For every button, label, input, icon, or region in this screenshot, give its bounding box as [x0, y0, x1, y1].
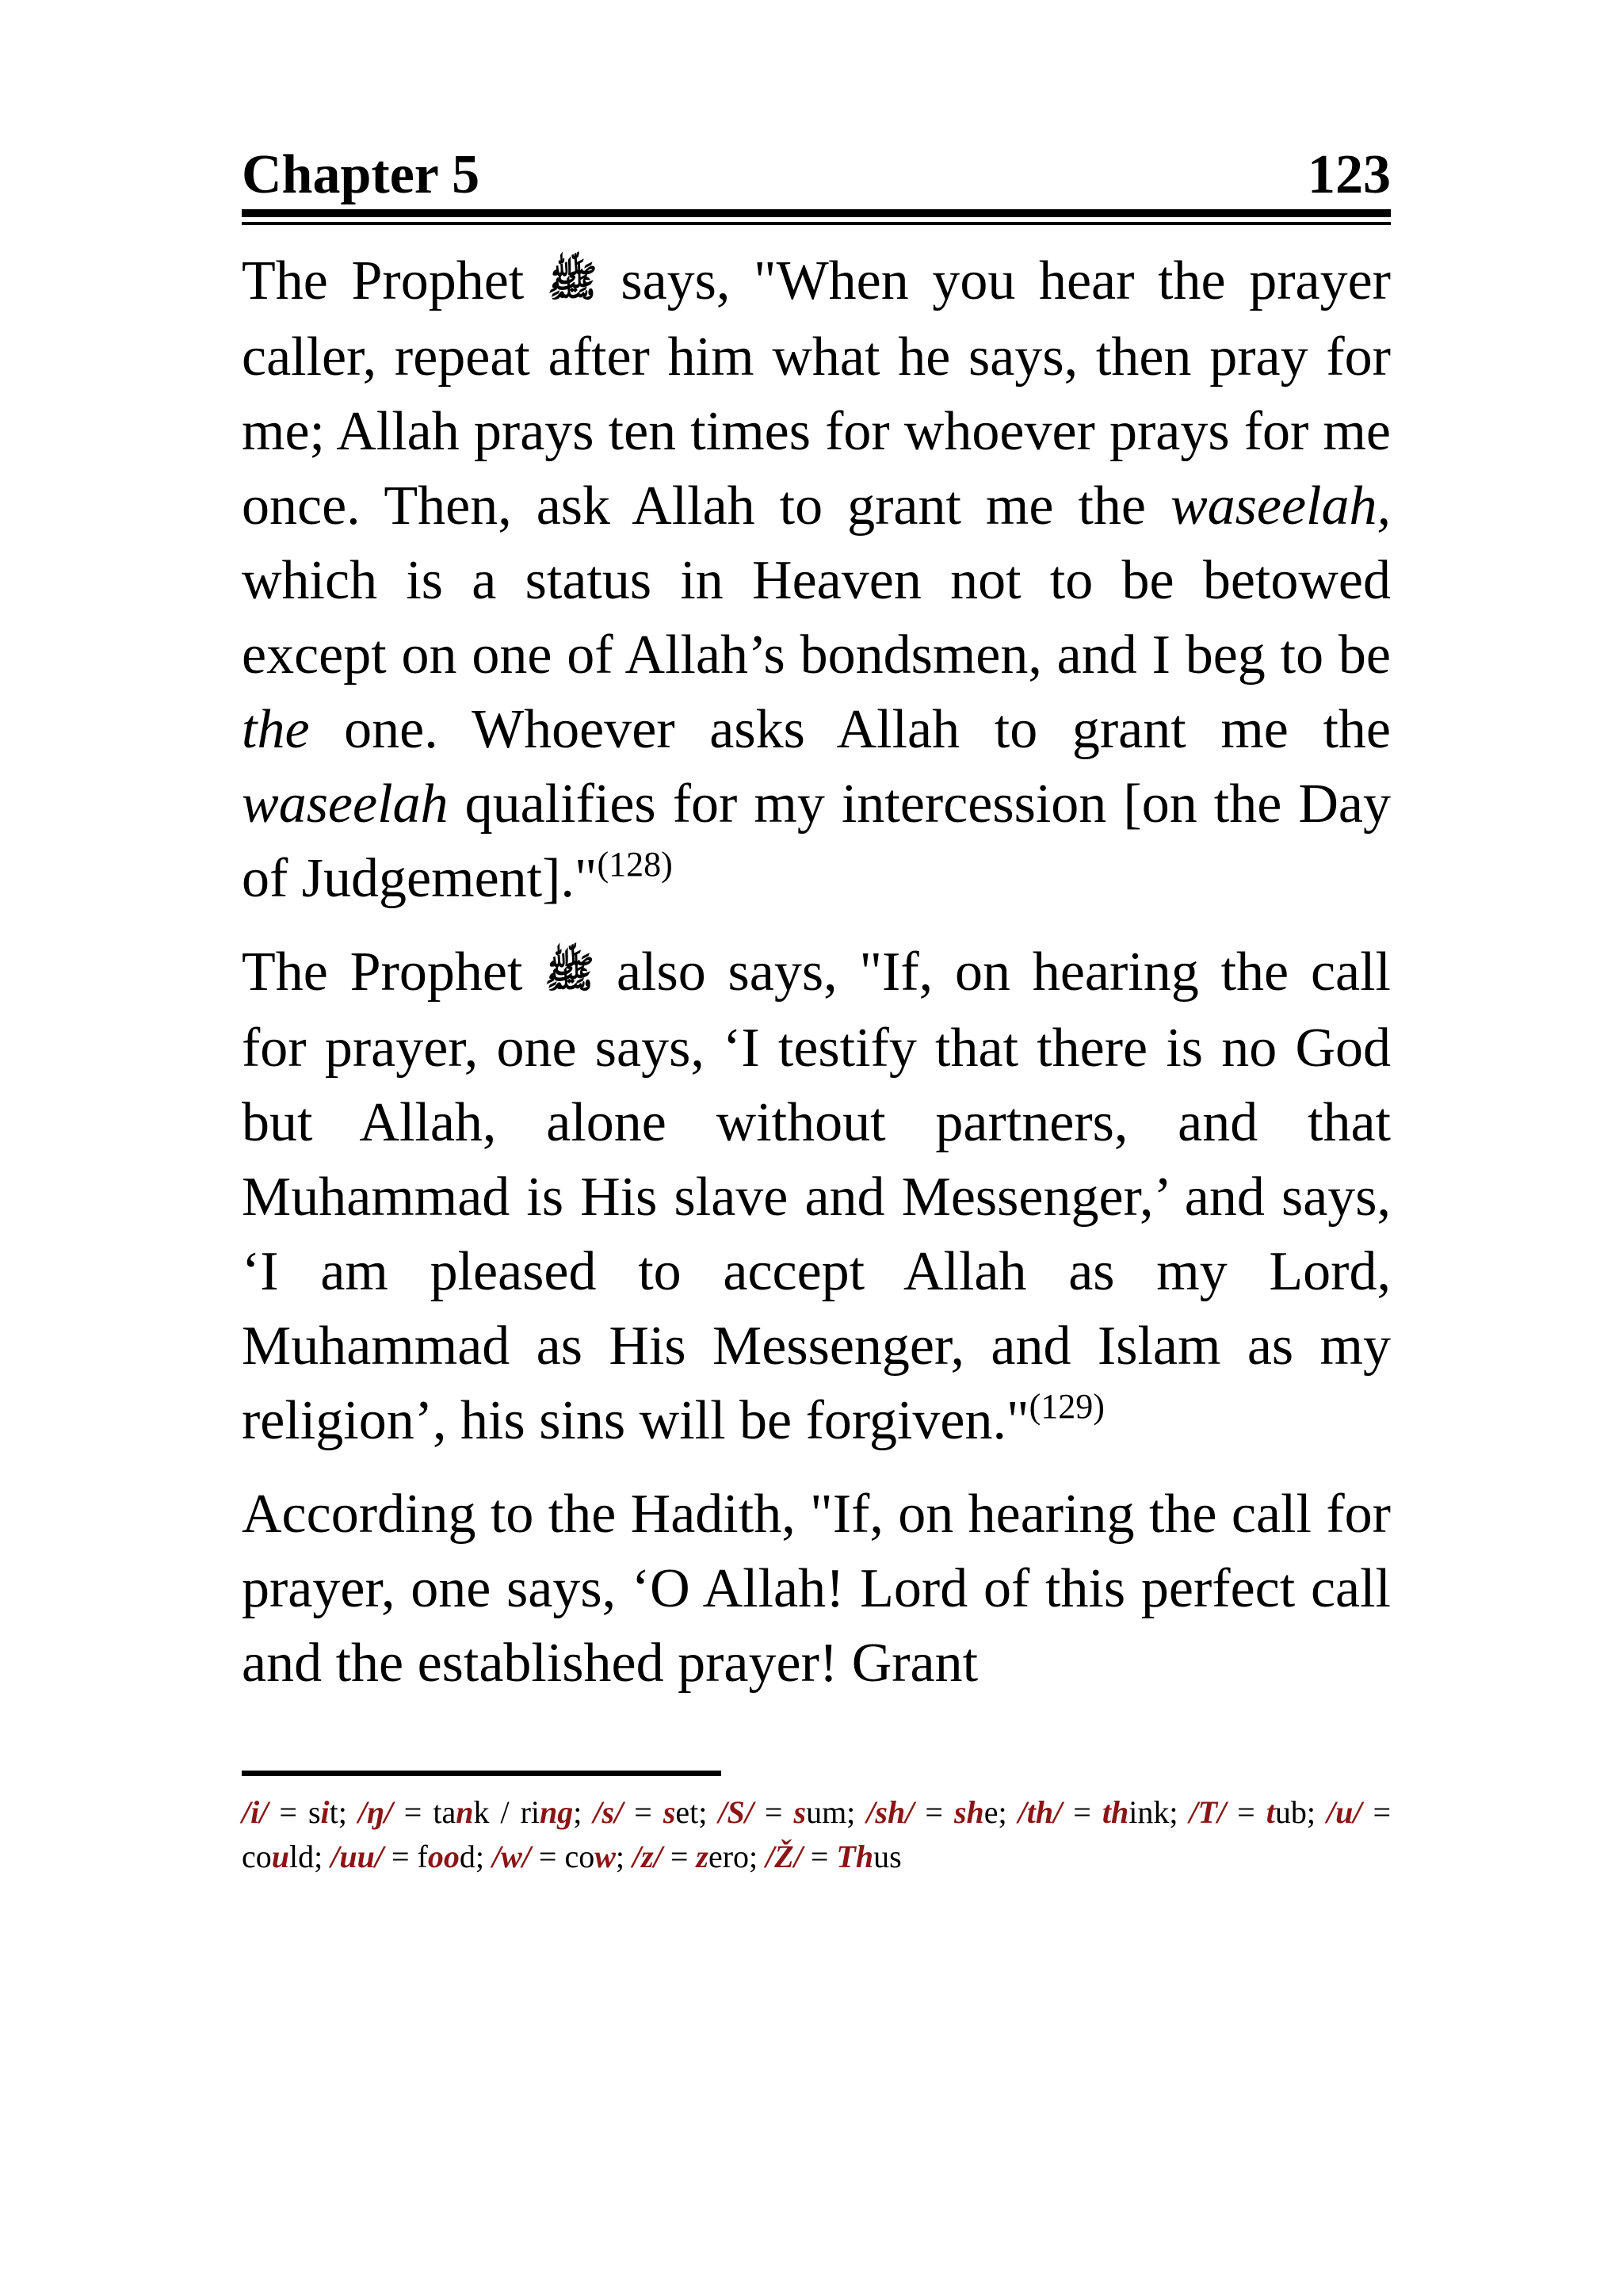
example-highlight: i: [320, 1794, 330, 1830]
footnote-reference: (129): [1029, 1387, 1105, 1426]
example-text: ink;: [1128, 1794, 1190, 1830]
phonetic-symbol: /T/: [1189, 1794, 1227, 1830]
example-text: d;: [459, 1839, 492, 1874]
example-highlight: th: [1102, 1794, 1129, 1830]
equals-sign: =: [1226, 1794, 1266, 1830]
equals-sign: =: [383, 1839, 418, 1874]
phonetic-symbol: /uu/: [330, 1839, 384, 1874]
example-highlight: Th: [836, 1839, 874, 1874]
page-body: [242, 244, 1391, 1701]
example-highlight: ng: [540, 1794, 574, 1830]
phonetic-symbol: /i/: [242, 1794, 269, 1830]
phonetic-symbol: /u/: [1326, 1794, 1362, 1830]
equals-sign: =: [662, 1839, 697, 1874]
transliteration-key: [242, 1790, 1391, 1879]
phonetic-entry: [1189, 1794, 1327, 1830]
body-paragraph: [242, 935, 1391, 1458]
example-text: ld;: [289, 1839, 331, 1874]
paragraph-text: qualifies for my intercession [on the Day of Judgement].": [242, 774, 1391, 909]
example-highlight: w: [594, 1839, 616, 1874]
header-rule-thin: [242, 222, 1391, 225]
example-text: f: [417, 1839, 428, 1874]
example-text: us: [873, 1839, 902, 1874]
example-text: s: [307, 1794, 321, 1830]
equals-sign: =: [530, 1839, 565, 1874]
equals-sign: =: [753, 1794, 794, 1830]
phonetic-symbol: /th/: [1018, 1794, 1063, 1830]
paragraph-text: According to the Hadith, "If, on hearing the call for prayer, one says, ‘O Allah! Lord of this perfect call and the established prayer! Grant: [242, 1484, 1391, 1694]
paragraph-text: which is a status in Heaven not to be betowed except on one of Allah’s bondsmen, and I beg to be: [242, 550, 1391, 686]
example-highlight: sh: [953, 1794, 984, 1830]
example-text: ;: [615, 1839, 633, 1874]
example-highlight: s: [793, 1794, 807, 1830]
phonetic-symbol: /S/: [718, 1794, 754, 1830]
equals-sign: =: [914, 1794, 954, 1830]
phonetic-entry: [330, 1839, 492, 1874]
example-text: ta: [433, 1794, 456, 1830]
paragraph-text: says, "When you hear the prayer caller, repeat after him what he says, then pray for me; Allah prays ten times for whoever prays for me once. Then, ask Allah to grant me the: [242, 250, 1391, 537]
example-highlight: u: [271, 1839, 290, 1874]
phonetic-entry: [766, 1839, 902, 1874]
footnote-divider: [242, 1771, 721, 1776]
example-text: k / ri: [473, 1794, 540, 1830]
header-rule-thick: [242, 209, 1391, 217]
honorific-glyph: ﷺ: [547, 260, 598, 305]
phonetic-symbol: /Ž/: [766, 1839, 803, 1874]
phonetic-entry: [492, 1839, 632, 1874]
body-paragraph: [242, 1477, 1391, 1701]
example-text: et;: [675, 1794, 719, 1830]
example-highlight: n: [456, 1794, 474, 1830]
example-text: t;: [329, 1794, 358, 1830]
footnote-reference: (128): [597, 845, 673, 884]
phonetic-entry: [593, 1794, 718, 1830]
phonetic-symbol: /sh/: [866, 1794, 915, 1830]
example-highlight: z: [696, 1839, 708, 1874]
paragraph-text: The Prophet: [242, 942, 545, 1003]
example-text: um;: [806, 1794, 867, 1830]
honorific-glyph: ﷺ: [544, 951, 595, 996]
italic-term: waseelah,: [1170, 476, 1391, 537]
example-highlight: s: [663, 1794, 676, 1830]
phonetic-entry: [866, 1794, 1018, 1830]
equals-sign: =: [802, 1839, 837, 1874]
example-text: ero;: [708, 1839, 766, 1874]
paragraph-text: The Prophet: [242, 250, 548, 311]
equals-sign: =: [392, 1794, 433, 1830]
italic-term: waseelah: [242, 774, 449, 835]
example-text: e;: [983, 1794, 1018, 1830]
equals-sign: =: [268, 1794, 308, 1830]
phonetic-symbol: /s/: [593, 1794, 624, 1830]
example-highlight: t: [1266, 1794, 1275, 1830]
page-number: 123: [1308, 144, 1391, 205]
italic-term: the: [242, 699, 310, 760]
phonetic-entry: [718, 1794, 866, 1830]
equals-sign: =: [623, 1794, 663, 1830]
phonetic-entry: [242, 1794, 358, 1830]
equals-sign: =: [1361, 1794, 1392, 1830]
example-text: co: [242, 1839, 272, 1874]
phonetic-symbol: /ŋ/: [357, 1794, 393, 1830]
phonetic-entry: [358, 1794, 540, 1830]
paragraph-text: also says, "If, on hearing the call for prayer, one says, ‘I testify that there is no God but Allah, alone without partners, and that Muhammad is His slave and Messenger,’ and says, ‘I am pleased to accept Allah as my Lord, Muhammad as His Messenger, and Islam as my religion’, his sins will be forgiven.": [242, 942, 1391, 1451]
example-highlight: oo: [427, 1839, 460, 1874]
running-header: [242, 144, 1391, 205]
book-page: [242, 144, 1392, 1879]
example-text: co: [564, 1839, 595, 1874]
phonetic-symbol: /w/: [491, 1839, 531, 1874]
example-text: ub;: [1274, 1794, 1327, 1830]
paragraph-text: one. Whoever asks Allah to grant me the: [309, 699, 1391, 760]
phonetic-entry: [1018, 1794, 1190, 1830]
phonetic-symbol: /z/: [632, 1839, 663, 1874]
body-paragraph: [242, 244, 1391, 916]
phonetic-entry: [632, 1839, 766, 1874]
chapter-title: Chapter 5: [242, 144, 480, 205]
equals-sign: =: [1062, 1794, 1102, 1830]
example-text: ;: [573, 1794, 594, 1830]
phonetic-entry: [540, 1794, 593, 1830]
